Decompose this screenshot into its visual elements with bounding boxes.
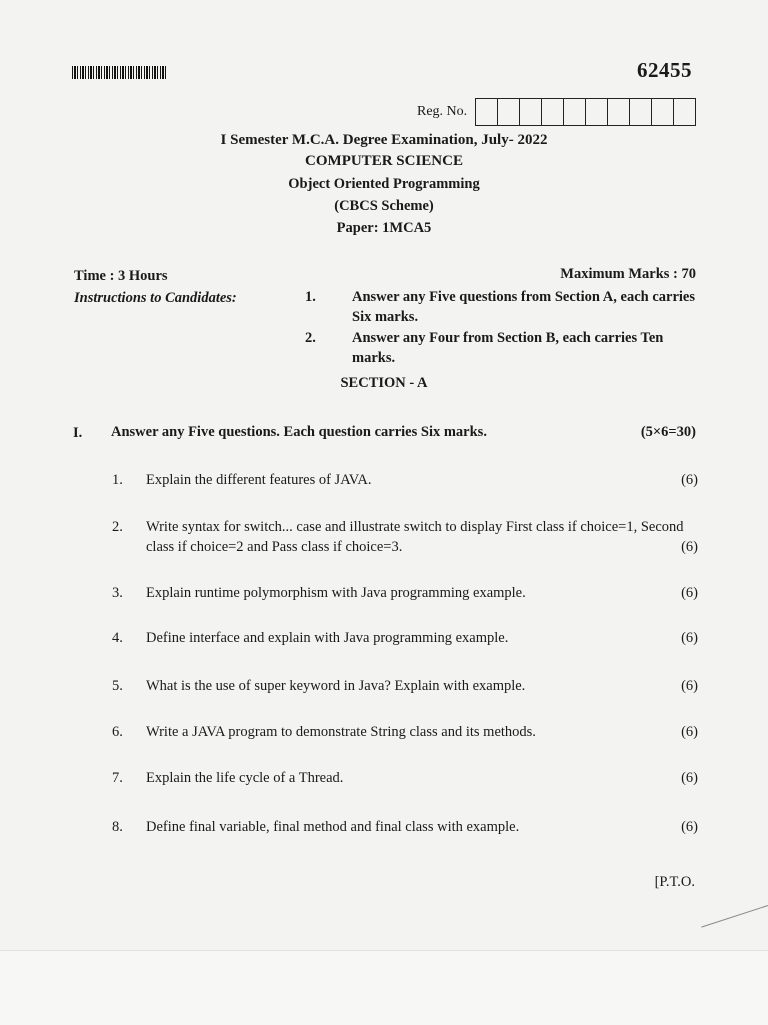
- exam-title: I Semester M.C.A. Degree Examination, July- 2022: [220, 132, 548, 148]
- question-text: Write a JAVA program to demonstrate String class and its methods.: [146, 724, 536, 740]
- question-text: Write syntax for switch... case and illustrate switch to display First class if choice=1, Second class if choice=2 and Pass class if choice=3.: [146, 519, 684, 555]
- reg-no-box[interactable]: [629, 98, 652, 126]
- question-item: [108, 676, 698, 696]
- time-allowed: Time : 3 Hours: [74, 268, 168, 284]
- question-number: 8.: [112, 819, 123, 835]
- question-item: [108, 768, 698, 788]
- question-number: 2.: [112, 519, 123, 535]
- question-number: 1.: [112, 472, 123, 488]
- question-item: [108, 470, 698, 490]
- question-marks: (6): [681, 770, 698, 786]
- question-number: 6.: [112, 724, 123, 740]
- instruction-text: Answer any Four from Section B, each carries Ten marks.: [352, 330, 664, 366]
- question-item: [108, 817, 698, 837]
- question-item: [108, 583, 698, 603]
- maximum-marks: Maximum Marks : 70: [560, 266, 696, 282]
- question-text: Explain the life cycle of a Thread.: [146, 770, 344, 786]
- reg-no-box[interactable]: [475, 98, 498, 126]
- question-group-heading: Answer any Five questions. Each question carries Six marks.: [111, 424, 487, 440]
- question-number: 7.: [112, 770, 123, 786]
- question-item: [108, 722, 698, 742]
- question-marks: (6): [681, 630, 698, 646]
- question-marks: (6): [681, 472, 698, 488]
- instruction-text: Answer any Five questions from Section A, each carries Six marks.: [352, 289, 696, 325]
- paper-code: Paper: 1MCA5: [336, 220, 432, 236]
- question-marks: (6): [681, 724, 698, 740]
- scan-pen-mark: [701, 905, 768, 928]
- question-number: 3.: [112, 585, 123, 601]
- question-marks: (6): [681, 819, 698, 835]
- reg-no-box[interactable]: [607, 98, 630, 126]
- instructions-label: Instructions to Candidates:: [74, 290, 237, 306]
- question-number: 4.: [112, 630, 123, 646]
- instruction-item: [305, 328, 700, 368]
- reg-no-box[interactable]: [651, 98, 674, 126]
- question-item: [108, 517, 698, 557]
- reg-no-box[interactable]: [541, 98, 564, 126]
- reg-no-box[interactable]: [585, 98, 608, 126]
- section-title: SECTION - A: [340, 375, 428, 391]
- scheme: (CBCS Scheme): [334, 198, 434, 214]
- instruction-item: [305, 287, 700, 327]
- instruction-number: 2.: [305, 330, 316, 346]
- question-text: Explain the different features of JAVA.: [146, 472, 372, 488]
- page-bottom-margin: [0, 950, 768, 1025]
- question-marks: (6): [681, 585, 698, 601]
- question-marks: (6): [681, 678, 698, 694]
- question-group-number: I.: [73, 425, 83, 441]
- question-number: 5.: [112, 678, 123, 694]
- reg-no-box[interactable]: [563, 98, 586, 126]
- reg-no-label: Reg. No.: [417, 104, 468, 119]
- barcode: [72, 66, 168, 79]
- question-text: What is the use of super keyword in Java? Explain with example.: [146, 678, 526, 694]
- question-text: Define interface and explain with Java programming example.: [146, 630, 509, 646]
- please-turn-over: [P.T.O.: [654, 874, 695, 890]
- reg-no-boxes: [476, 98, 696, 126]
- subject: COMPUTER SCIENCE: [305, 153, 463, 169]
- question-marks: (6): [681, 539, 698, 555]
- paper-number: 62455: [637, 58, 692, 82]
- paper-title: Object Oriented Programming: [288, 176, 480, 192]
- reg-no-box[interactable]: [519, 98, 542, 126]
- question-text: Explain runtime polymorphism with Java programming example.: [146, 585, 526, 601]
- question-item: [108, 628, 698, 648]
- instruction-number: 1.: [305, 289, 316, 305]
- question-text: Define final variable, final method and final class with example.: [146, 819, 520, 835]
- reg-no-box[interactable]: [497, 98, 520, 126]
- question-group-marks: (5×6=30): [640, 424, 696, 440]
- reg-no-box[interactable]: [673, 98, 696, 126]
